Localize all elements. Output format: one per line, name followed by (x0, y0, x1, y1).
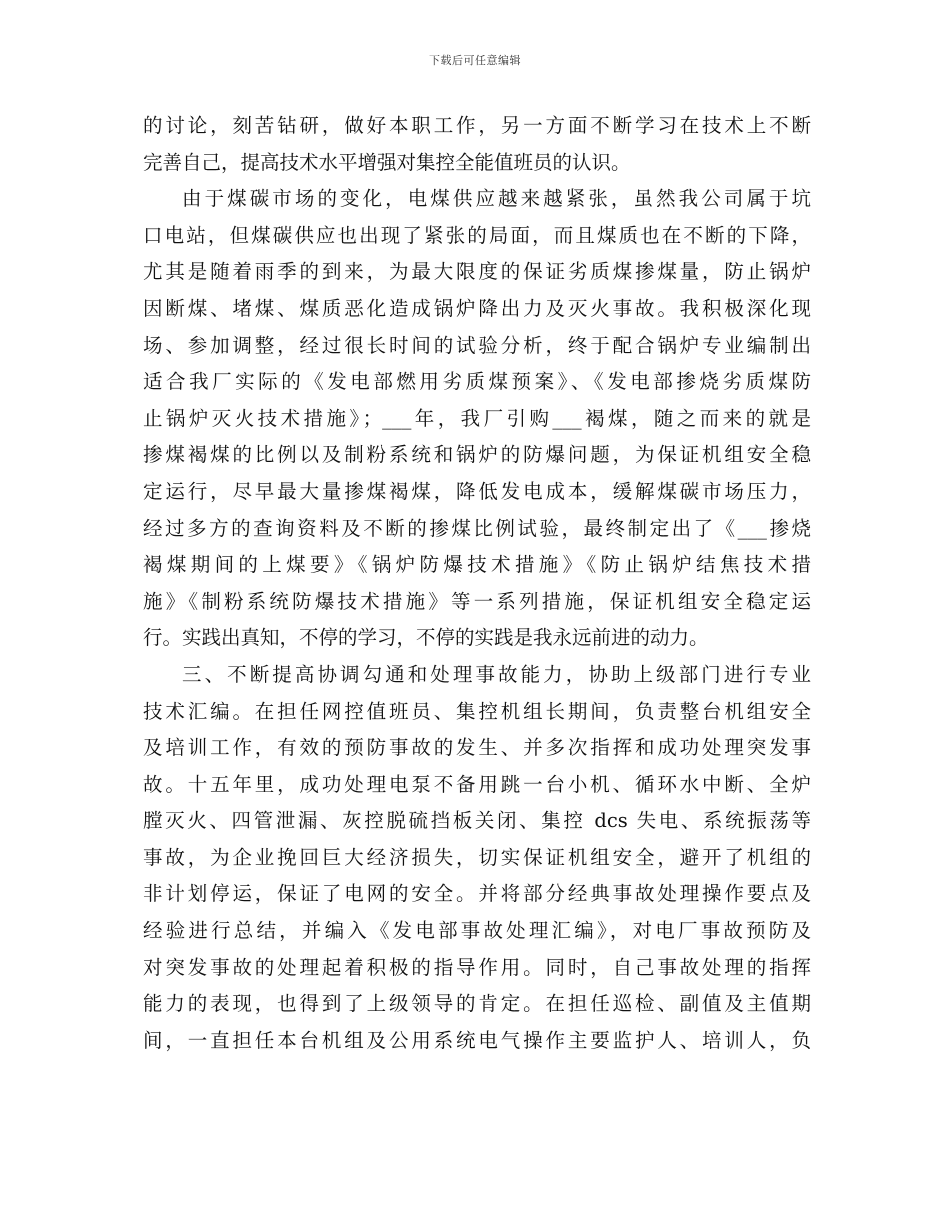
text-line: 褐煤期间的上煤要》《锅炉防爆技术措施》《防止锅炉结焦技术措 (143, 553, 811, 577)
text-line: 三、不断提高协调勾通和处理事故能力，协助上级部门进行专业 (182, 662, 811, 686)
page-header: 下载后可任意编辑 (429, 54, 521, 67)
text-line: 经验进行总结，并编入《发电部事故处理汇编》，对电厂事故预防及 (143, 919, 811, 943)
text-line: 尤其是随着雨季的到来，为最大限度的保证劣质煤掺煤量，防止锅炉 (143, 260, 811, 284)
text-line: 施》《制粉系统防爆技术措施》等一系列措施，保证机组安全稳定运 (143, 589, 811, 613)
text-line: 膛灭火、四管泄漏、灰控脱硫挡板关闭、集控 dcs 失电、系统振荡等 (143, 809, 811, 833)
text-line: 经过多方的查询资料及不断的掺煤比例试验，最终制定出了《___掺烧 (143, 516, 811, 540)
document-body (143, 108, 811, 1059)
text-line: 对突发事故的处理起着积极的指导作用。同时，自己事故处理的指挥 (143, 955, 811, 979)
text-line: 由于煤碳市场的变化，电煤供应越来越紧张，虽然我公司属于坑 (182, 187, 811, 211)
text-line: 故。十五年里，成功处理电泵不备用跳一台小机、循环水中断、全炉 (143, 772, 811, 796)
text-line: 间，一直担任本台机组及公用系统电气操作主要监护人、培训人，负 (143, 1028, 811, 1052)
text-line: 定运行，尽早最大量掺煤褐煤，降低发电成本，缓解煤碳市场压力， (143, 479, 811, 503)
text-line: 场、参加调整，经过很长时间的试验分析，终于配合锅炉专业编制出 (143, 333, 811, 357)
text-line: 完善自己，提高技术水平增强对集控全能值班员的认识。 (143, 150, 631, 174)
text-line: 止锅炉灭火技术措施》；___年，我厂引购___褐煤，随之而来的就是 (143, 406, 811, 430)
text-line: 的讨论，刻苦钻研，做好本职工作，另一方面不断学习在技术上不断 (143, 114, 811, 137)
text-line: 口电站，但煤碳供应也出现了紧张的局面，而且煤质也在不断的下降， (143, 223, 811, 247)
text-line: 能力的表现，也得到了上级领导的肯定。在担任巡检、副值及主值期 (143, 992, 811, 1016)
text-line: 适合我厂实际的《发电部燃用劣质煤预案》、《发电部掺烧劣质煤防 (143, 370, 811, 394)
text-line: 掺煤褐煤的比例以及制粉系统和锅炉的防爆问题，为保证机组安全稳 (143, 443, 811, 467)
text-line: 及培训工作，有效的预防事故的发生、并多次指挥和成功处理突发事 (143, 736, 811, 760)
text-line: 技术汇编。在担任网控值班员、集控机组长期间，负责整台机组安全 (143, 699, 811, 723)
text-line: 因断煤、堵煤、煤质恶化造成锅炉降出力及灭火事故。我积极深化现 (143, 296, 811, 320)
text-line: 事故，为企业挽回巨大经济损失，切实保证机组安全，避开了机组的 (143, 845, 811, 869)
text-line: 行。实践出真知，不停的学习，不停的实践是我永远前进的动力。 (143, 626, 709, 650)
text-line: 非计划停运，保证了电网的安全。并将部分经典事故处理操作要点及 (143, 882, 811, 906)
